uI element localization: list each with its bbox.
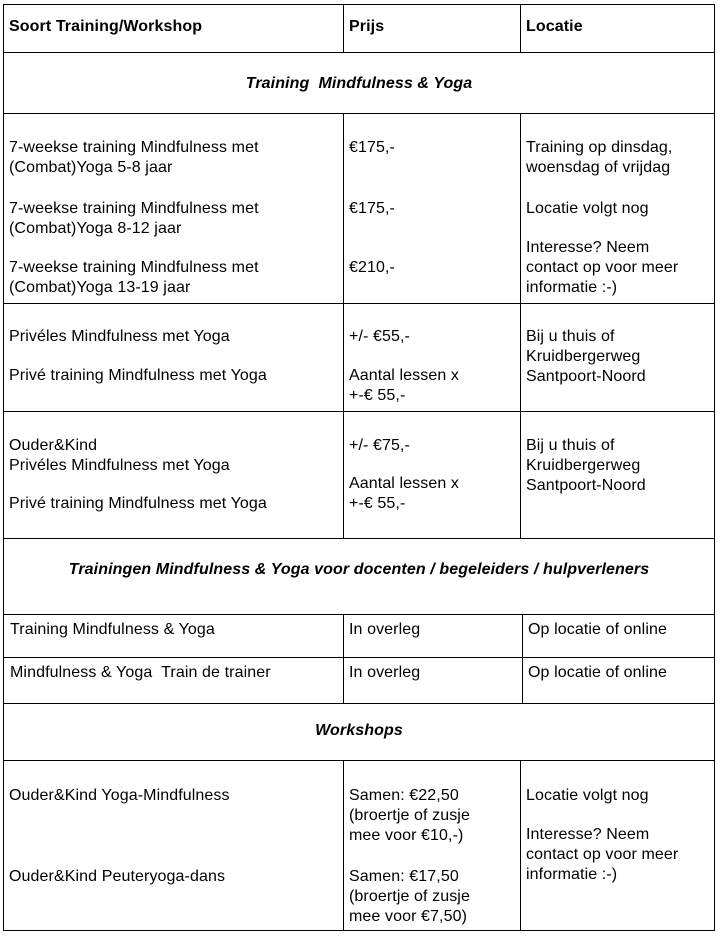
- row-divider: [3, 760, 715, 761]
- prive-location: Bij u thuis of Kruidbergerweg Santpoort-Noord: [526, 328, 646, 385]
- column-divider: [343, 760, 344, 931]
- workshop-yoga-mindfulness-name: Ouder&Kind Yoga-Mindfulness: [9, 787, 230, 804]
- row-divider: [3, 303, 715, 304]
- column-divider: [343, 614, 344, 704]
- workshop-location-tbd: Locatie volgt nog: [526, 787, 649, 804]
- training-name-13-19: 7-weekse training Mindfulness met (Combat)Yoga 13-19 jaar: [9, 259, 259, 296]
- prive-training-name: Privé training Mindfulness met Yoga: [9, 367, 267, 384]
- column-divider: [522, 614, 523, 704]
- training-location-days: Training op dinsdag, woensdag of vrijdag: [526, 139, 673, 176]
- training-price-13-19: €210,-: [349, 259, 395, 276]
- table-border-left: [3, 4, 4, 931]
- row-divider: [3, 538, 715, 539]
- table-border-right: [714, 4, 715, 931]
- training-price-8-12: €175,-: [349, 200, 395, 217]
- train-de-trainer-location: Op locatie of online: [528, 664, 667, 681]
- prive-les-price: +/- €55,-: [349, 328, 410, 345]
- header-location: Locatie: [526, 18, 583, 35]
- row-divider: [3, 52, 715, 53]
- prive-training-price: Aantal lessen x +-€ 55,-: [349, 367, 460, 404]
- table-border-bottom: [3, 930, 715, 931]
- workshop-peuteryoga-name: Ouder&Kind Peuteryoga-dans: [9, 868, 226, 885]
- training-location-contact: Interesse? Neem contact op voor meer informatie :-): [526, 239, 679, 296]
- train-de-trainer-price: In overleg: [349, 664, 421, 681]
- ouderkind-training-name: Privé training Mindfulness met Yoga: [9, 495, 267, 512]
- workshop-peuteryoga-price: Samen: €17,50 (broertje of zusje mee voor €7,50): [349, 868, 470, 925]
- row-divider: [3, 113, 715, 114]
- column-divider: [343, 113, 344, 539]
- header-type: Soort Training/Workshop: [9, 18, 203, 35]
- ouderkind-location: Bij u thuis of Kruidbergerweg Santpoort-Noord: [526, 437, 646, 494]
- row-divider: [3, 411, 715, 412]
- section-title-training: Training Mindfulness & Yoga: [245, 75, 473, 92]
- prive-les-name: Privéles Mindfulness met Yoga: [9, 328, 230, 345]
- header-price: Prijs: [349, 18, 385, 35]
- docenten-training-price: In overleg: [349, 621, 421, 638]
- training-name-8-12: 7-weekse training Mindfulness met (Combat)Yoga 8-12 jaar: [9, 200, 259, 237]
- table-border-top: [3, 4, 715, 5]
- train-de-trainer-name: Mindfulness & Yoga Train de trainer: [10, 664, 271, 681]
- section-title-docenten: Trainingen Mindfulness & Yoga voor docenten / begeleiders / hulpverleners: [68, 561, 650, 578]
- ouderkind-training-price: Aantal lessen x +-€ 55,-: [349, 475, 460, 512]
- workshop-yoga-mindfulness-price: Samen: €22,50 (broertje of zusje mee voor €10,-): [349, 787, 470, 844]
- row-divider: [3, 703, 715, 704]
- row-divider: [3, 657, 715, 658]
- ouderkind-les-name: Ouder&Kind Privéles Mindfulness met Yoga: [9, 437, 230, 474]
- training-name-5-8: 7-weekse training Mindfulness met (Combat)Yoga 5-8 jaar: [9, 139, 259, 176]
- ouderkind-les-price: +/- €75,-: [349, 437, 410, 454]
- row-divider: [3, 614, 715, 615]
- column-divider: [520, 760, 521, 931]
- docenten-training-location: Op locatie of online: [528, 621, 667, 638]
- training-location-tbd: Locatie volgt nog: [526, 200, 649, 217]
- section-title-workshops: Workshops: [315, 722, 403, 739]
- workshop-location-contact: Interesse? Neem contact op voor meer informatie :-): [526, 826, 679, 883]
- column-divider: [343, 4, 344, 53]
- docenten-training-name: Training Mindfulness & Yoga: [10, 621, 215, 638]
- column-divider: [520, 4, 521, 53]
- column-divider: [520, 113, 521, 539]
- training-price-5-8: €175,-: [349, 139, 395, 156]
